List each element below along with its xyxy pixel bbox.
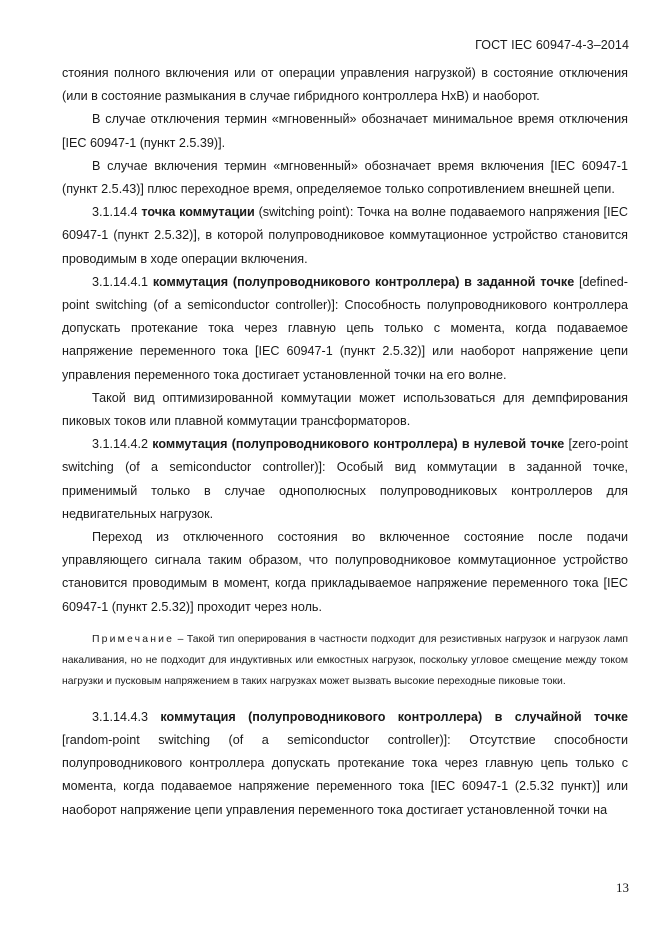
clause-number: 3.1.14.4.2 [92,437,149,452]
clause-number: 3.1.14.4.1 [92,274,149,289]
paragraph-continued: стояния полного включения или от операции управления нагрузкой) в состояние отключения (или в состояние размыкания в случае гибридного контроллера HxB) и наоборот. [62,66,628,104]
clause-text: (switching point): Точка на волне подаваемого напряжения [IEC 60947-1 (пункт 2.5.32)], в которой полупроводниковое коммутационное устройство становится проводимым в ходе операции включения. [62,205,629,266]
clause-text: [defined-point switching (of a semiconductor controller)]: Способность полупроводникового контроллера допускать протекание тока через главную цепь только с момента, когда подаваемое напряжение переменного тока [IEC 60947-1 (пункт 2.5.32)] или наоборот напряжение цепи управления переменного тока достигает установленной точки на его волне. [62,274,628,382]
note-text: – Такой тип оперирования в частности подходит для резистивных нагрузок и нагрузок ламп накаливания, но не подходит для индуктивных или емкостных нагрузок, поскольку угловое смещение между током нагрузки и пусковым напряжением в таких нагрузках может вызвать высокие переходные пиковые токи. [62,633,628,687]
paragraph-disconnect-term: В случае отключения термин «мгновенный» обозначает минимальное время отключения [IEC 60947-1 (пункт 2.5.39)]. [62,112,628,150]
note-label: Примечание [92,633,175,645]
document-code-header: ГОСТ IEC 60947-4-3–2014 [475,38,629,52]
page-number: 13 [616,880,629,895]
clause-3-1-14-4-1 [62,271,628,387]
clause-3-1-14-4-2 [62,433,628,526]
clause-number: 3.1.14.4.3 [92,709,149,724]
clause-number: 3.1.14.4 [92,205,138,220]
note [62,629,628,692]
clause-term: коммутация (полупроводникового контроллера) в нулевой точке [152,437,565,452]
paragraph-connect-term: В случае включения термин «мгновенный» обозначает время включения [IEC 60947-1 (пункт 2.5.43)] плюс переходное время, определяемое только сопротивлением внешней цепи. [62,158,628,197]
clause-term: коммутация (полупроводникового контроллера) в заданной точке [152,274,575,289]
document-body [62,62,628,822]
clause-text: [random-point switching (of a semiconductor controller)]: Отсутствие способности полупроводникового контроллера допускать протекание тока через главную цепь только с момента, когда подаваемое напряжение переменного тока [IEC 60947-1 (2.5.32 пункт)] или наоборот напряжение цепи управления переменного тока достигает установленной точки на [62,733,628,817]
clause-term: точка коммутации [141,205,255,220]
clause-3-1-14-4-3 [62,706,628,822]
clause-term: коммутация (полупроводникового контроллера) в случайной точке [160,709,629,724]
clause-text: [zero-point switching (of a semiconductor controller)]: Особый вид коммутации в заданной точке, применимый только в случае однополюсных полупроводниковых контроллеров для недвигательных нагрузок. [62,437,628,521]
clause-3-1-14-4 [62,201,628,271]
paragraph-transition: Переход из отключенного состояния во включенное состояние после подачи управляющего сигнала таким образом, что полупроводниковое коммутационное устройство становится проводимым в момент, когда прикладываемое напряжение переменного тока [IEC 60947-1 (пункт 2.5.32)] проходит через ноль. [62,530,628,614]
paragraph-optimized-switching: Такой вид оптимизированной коммутации может использоваться для демпфирования пиковых токов или плавной коммутации трансформаторов. [62,390,628,429]
